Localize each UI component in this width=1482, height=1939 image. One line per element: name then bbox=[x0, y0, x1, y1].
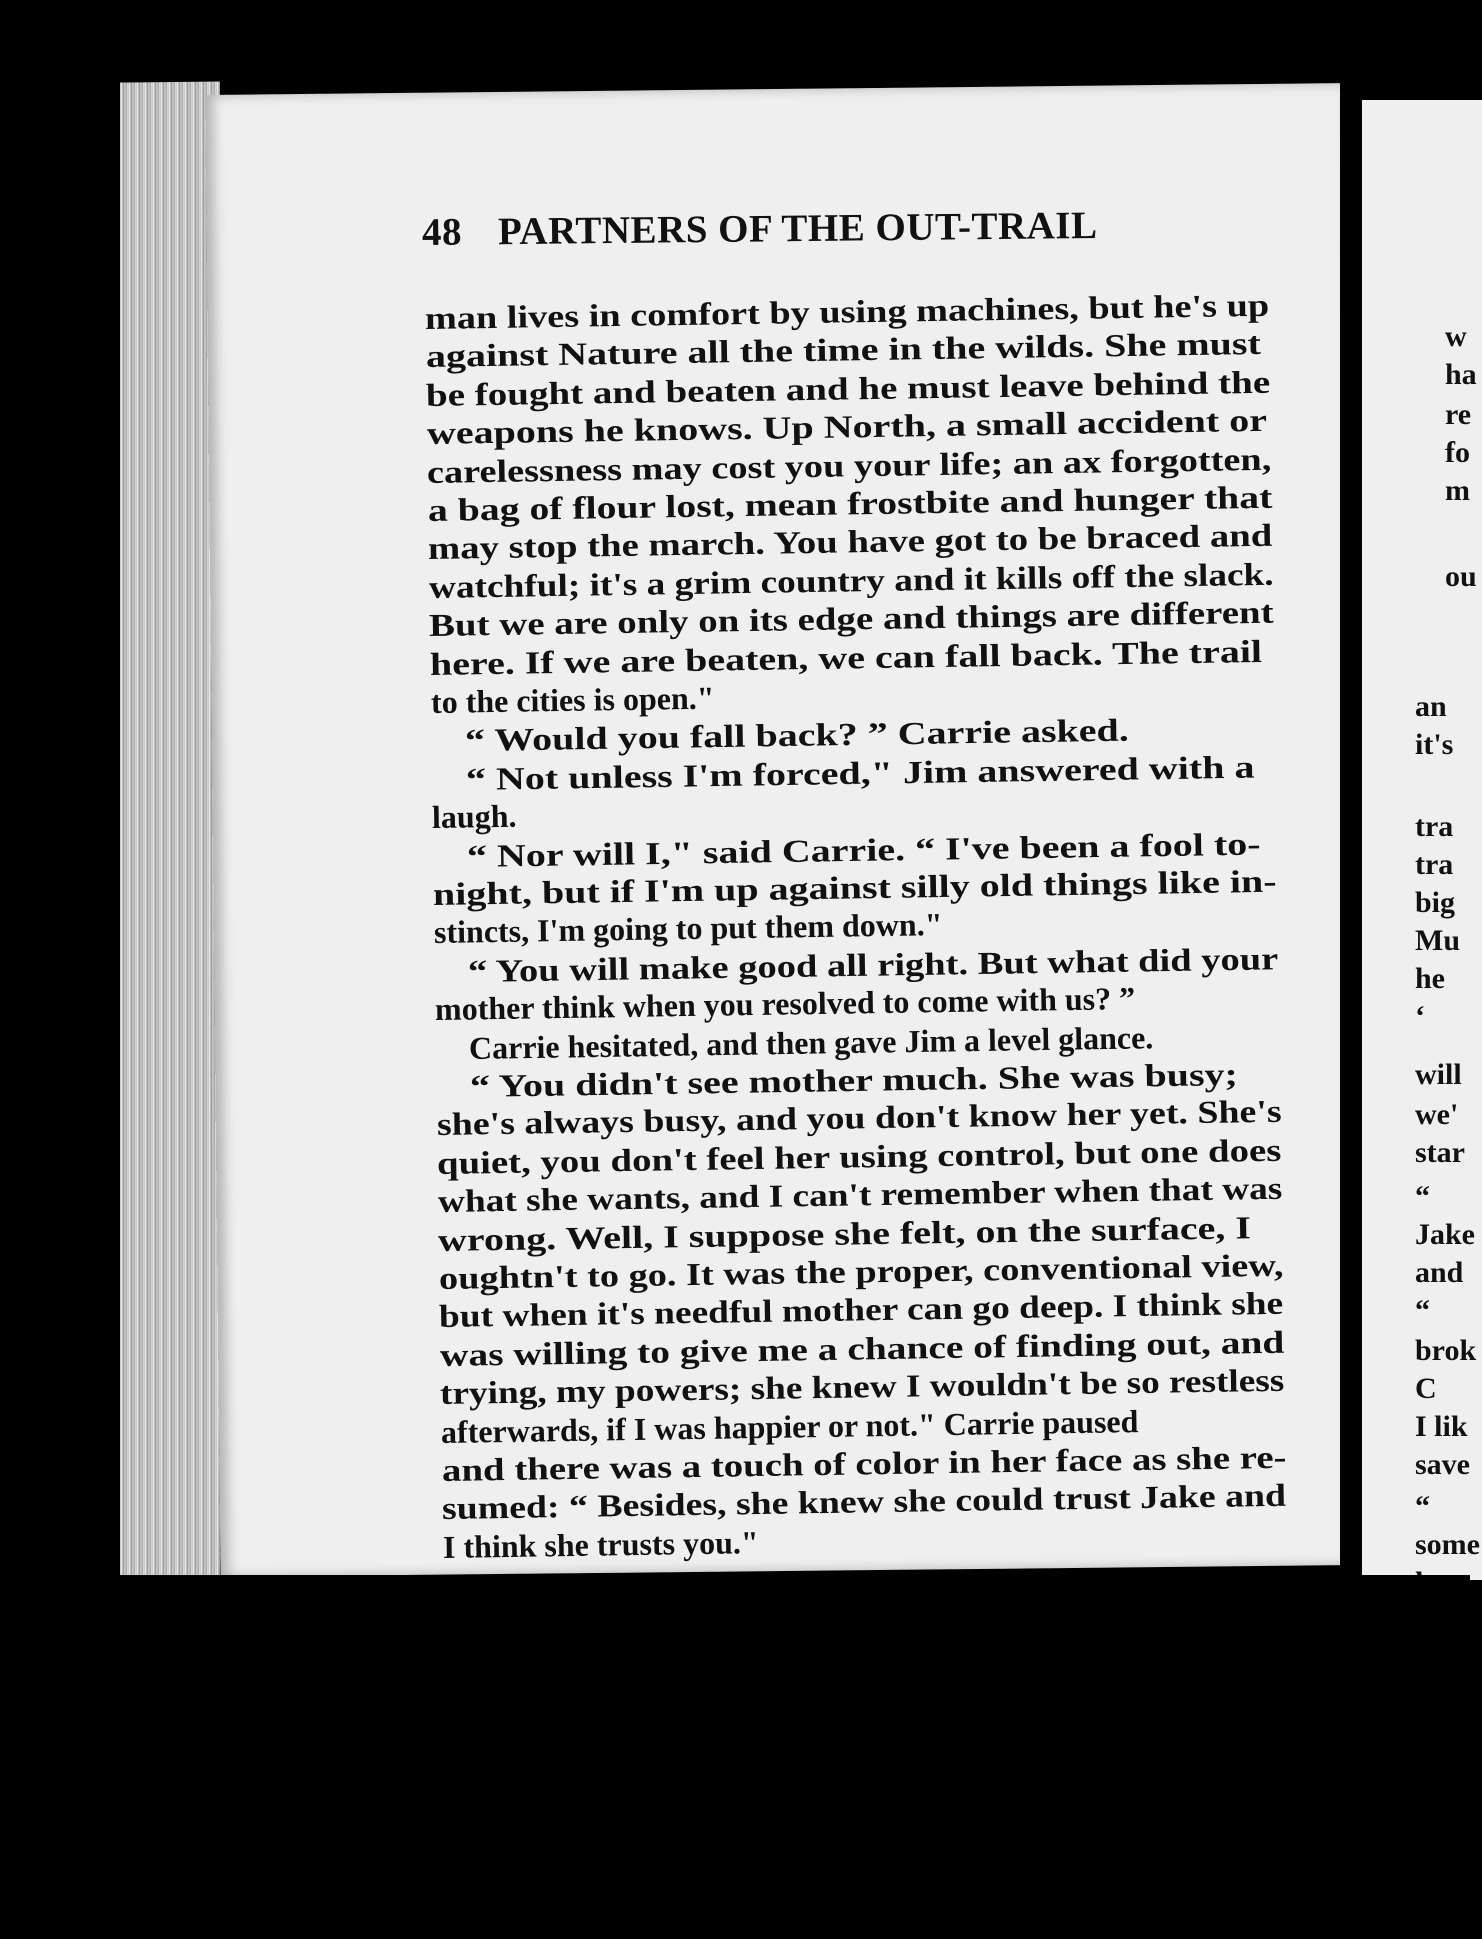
right-page-fragment: “ bbox=[1415, 1180, 1430, 1213]
body-line: But we are only on its edge and things are different bbox=[429, 593, 1275, 644]
body-line: what she wants, and I can't remember when that was bbox=[437, 1169, 1283, 1220]
right-page-fragment: tra bbox=[1415, 848, 1454, 881]
body-line: trying, my powers; she knew I wouldn't be so restless bbox=[440, 1361, 1285, 1412]
right-page-fragment: re bbox=[1445, 398, 1472, 431]
body-line: carelessness may cost you your life; an ax forgotten, bbox=[426, 440, 1272, 490]
body-line: Carrie hesitated, and then gave Jim a level glance. bbox=[469, 1018, 1154, 1066]
body-line: a bag of flour lost, mean frostbite and hunger that bbox=[427, 478, 1273, 528]
right-page-fragment: I lik bbox=[1415, 1410, 1468, 1443]
right-page-fragment: it's bbox=[1415, 728, 1454, 761]
body-line: but when it's needful mother can go deep. I think she bbox=[439, 1285, 1284, 1335]
body-line: was willing to give me a chance of finding out, and bbox=[439, 1323, 1285, 1373]
body-line: sumed: “ Besides, she knew she could trust Jake and bbox=[441, 1477, 1287, 1527]
right-page-fragment: and bbox=[1415, 1256, 1464, 1289]
body-line: here. If we are beaten, we can fall back. The trail bbox=[429, 632, 1263, 682]
book-title: PARTNERS OF THE OUT-TRAIL bbox=[497, 203, 1098, 254]
body-line: may stop the march. You have got to be braced and bbox=[428, 517, 1273, 567]
body-line: watchful; it's a grim country and it kills off the slack. bbox=[428, 555, 1274, 605]
right-page-fragment: big bbox=[1415, 886, 1456, 919]
page-stack-edge bbox=[120, 81, 220, 1582]
body-line: mother think when you resolved to come with us? ” bbox=[434, 980, 1136, 1028]
right-page-fragment: ou bbox=[1445, 560, 1477, 593]
right-page-fragment: “ bbox=[1415, 1294, 1430, 1327]
right-page-fragment: save bbox=[1415, 1448, 1470, 1481]
body-line: man lives in comfort by using machines, but he's up bbox=[424, 286, 1270, 336]
body-line: “ You didn't see mother much. She was busy; bbox=[469, 1055, 1239, 1104]
page-number: 48 bbox=[421, 210, 463, 254]
body-line: be fought and beaten and he must leave behind the bbox=[425, 363, 1271, 413]
right-page-fragment: fo bbox=[1445, 436, 1470, 469]
right-page-fragment: Mu bbox=[1415, 924, 1460, 957]
right-page-fragment: Jake bbox=[1415, 1218, 1475, 1251]
body-line: “ You will make good all right. But what did your bbox=[468, 940, 1279, 989]
body-line: afterwards, if I was happier or not." Carrie paused bbox=[440, 1402, 1139, 1450]
body-line: I think she trusts you." bbox=[442, 1523, 759, 1565]
body-line: laugh. bbox=[431, 797, 517, 836]
right-page-fragment: some bbox=[1415, 1528, 1480, 1561]
book-gutter bbox=[1340, 95, 1364, 1595]
right-page-fragment: ha bbox=[1445, 358, 1477, 391]
right-page-fragment: brok bbox=[1415, 1334, 1477, 1367]
body-line: and there was a touch of color in her face as she re- bbox=[441, 1438, 1287, 1488]
body-line: “ Would you fall back? ” Carrie asked. bbox=[464, 711, 1130, 759]
body-line: wrong. Well, I suppose she felt, on the surface, I bbox=[437, 1208, 1252, 1258]
body-line: to the cities is open." bbox=[430, 679, 715, 720]
right-page-fragment: m bbox=[1445, 474, 1470, 507]
right-page-fragment: an bbox=[1415, 690, 1447, 723]
right-page-fragment: w bbox=[1445, 320, 1467, 353]
body-line: stincts, I'm going to put them down." bbox=[433, 906, 943, 951]
body-line: weapons he knows. Up North, a small accident or bbox=[426, 401, 1267, 452]
body-line: “ Not unless I'm forced," Jim answered with a bbox=[465, 748, 1255, 797]
right-page-fragment: “ bbox=[1415, 1490, 1430, 1523]
running-head bbox=[422, 203, 1098, 255]
body-line: quiet, you don't feel her using control, but one does bbox=[436, 1131, 1282, 1181]
right-page-fragment: will bbox=[1415, 1058, 1462, 1091]
right-page-fragment: we' bbox=[1415, 1098, 1459, 1131]
right-page-fragment: tra bbox=[1415, 810, 1454, 843]
body-line: against Nature all the time in the wilds. She must bbox=[425, 325, 1261, 375]
body-line: “ Nor will I," said Carrie. “ I've been a fool to- bbox=[466, 825, 1261, 874]
right-page-fragment: ‘ bbox=[1415, 1000, 1425, 1033]
body-line: night, but if I'm up against silly old things like in- bbox=[432, 862, 1277, 912]
right-page-fragment: he bbox=[1415, 962, 1445, 995]
bottom-shadow bbox=[120, 1575, 1470, 1939]
right-page-fragment: C bbox=[1415, 1372, 1437, 1405]
body-line: she's always busy, and you don't know her yet. She's bbox=[436, 1093, 1282, 1143]
right-page-fragment: star bbox=[1415, 1136, 1465, 1169]
body-line: oughtn't to go. It was the proper, conventional view, bbox=[438, 1246, 1284, 1296]
